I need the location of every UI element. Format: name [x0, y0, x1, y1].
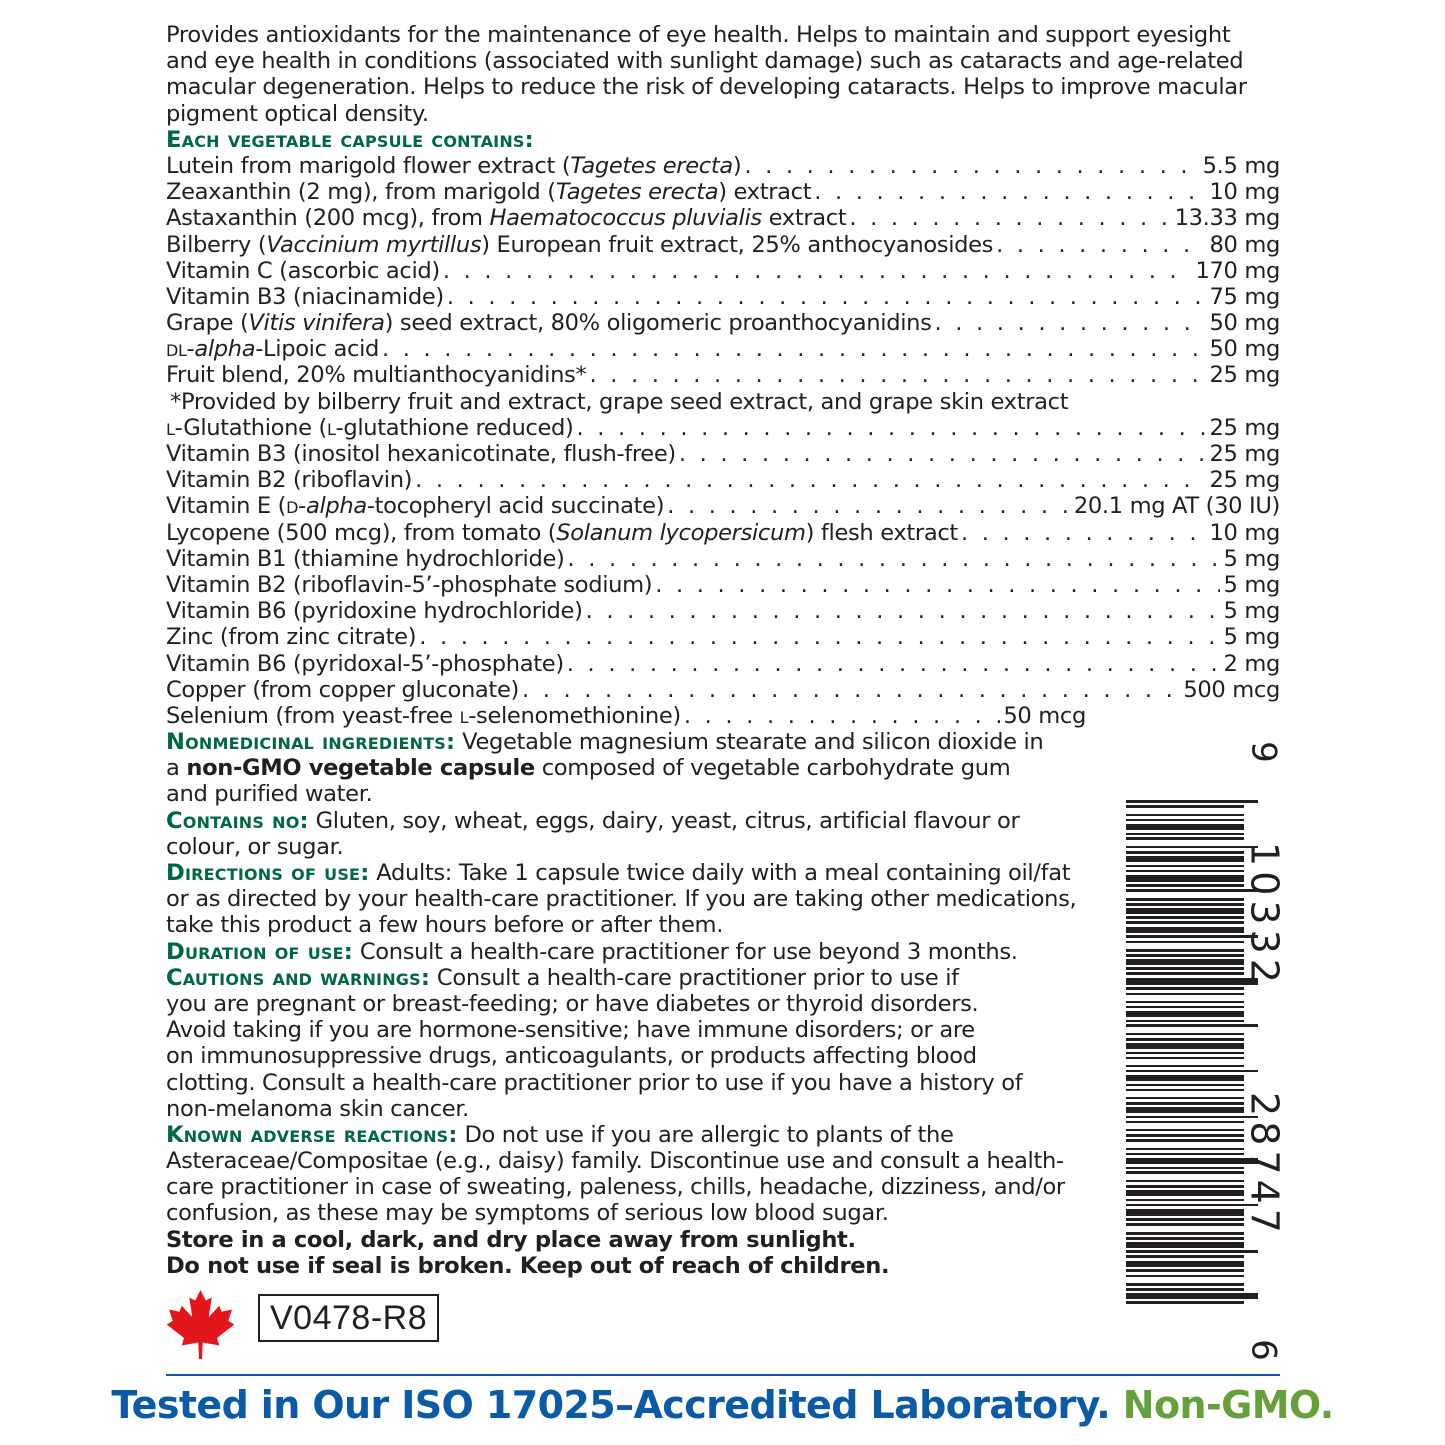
barcode-bar — [1126, 903, 1244, 906]
ingredient-row-glutathione — [166, 415, 1280, 441]
directions-section — [166, 860, 1086, 939]
ingredient-row-lycopene — [166, 520, 1280, 546]
ingredient-latin: Haematococcus pluvialis — [489, 205, 762, 232]
barcode-bar — [1126, 1301, 1244, 1304]
barcode-bar — [1126, 1065, 1244, 1067]
ingredient-name — [166, 179, 811, 205]
nonmedicinal-emphasis: non-GMO vegetable capsule — [186, 755, 535, 782]
barcode-bar — [1126, 1134, 1244, 1137]
ingredient-name: Vitamin C (ascorbic acid) — [166, 257, 440, 284]
ingredient-amount: 500 mcg — [1183, 676, 1280, 703]
ingredient-row-vitamin-b3-inositol — [166, 441, 1280, 467]
barcode-bar — [1126, 1293, 1258, 1299]
contains-no-text: Gluten, soy, wheat, eggs, dairy, yeast, citrus, artificial flavour or — [308, 807, 1020, 834]
ingredient-prefix: l — [459, 702, 469, 729]
barcode-bar — [1126, 1269, 1244, 1272]
ingredient-amount: 10 mg — [1209, 519, 1280, 546]
barcode-bar — [1126, 1057, 1244, 1059]
directions-text: take this product a few hours before or after them. — [166, 912, 724, 939]
barcode-bar — [1126, 908, 1244, 914]
leader-dots — [849, 205, 1171, 231]
barcode-bar — [1126, 875, 1244, 882]
ingredient-name: Copper (from copper gluconate) — [166, 676, 519, 703]
barcode-bar — [1126, 959, 1244, 965]
ingredient-amount: 25 mg — [1209, 441, 1280, 467]
nonmedicinal-heading: Nonmedicinal ingredients: — [166, 729, 456, 756]
ingredient-prefix: dl — [166, 336, 187, 363]
barcode-bar — [1126, 978, 1258, 985]
ingredient-text: Zeaxanthin (2 mg), from marigold ( — [166, 179, 556, 206]
storage-line-2: Do not use if seal is broken. Keep out of reach of children. — [166, 1252, 890, 1279]
barcode-bar — [1126, 1070, 1258, 1072]
barcode-bar — [1126, 1089, 1244, 1091]
capsule-heading: Each vegetable capsule contains: — [166, 126, 534, 153]
barcode-bar — [1126, 1204, 1258, 1206]
ingredient-row-grape — [166, 310, 1280, 336]
leader-dots — [589, 362, 1206, 388]
ingredient-amount: 25 mg — [1209, 414, 1280, 441]
ingredient-row-lipoic-acid — [166, 336, 1280, 362]
barcode-bar — [1126, 954, 1244, 957]
ingredient-name: Vitamin B6 (pyridoxal-5’-phosphate) — [166, 650, 564, 677]
ingredient-name — [166, 310, 932, 336]
barcode-bar — [1126, 846, 1258, 848]
barcode-bar — [1126, 1001, 1244, 1003]
barcode-bar — [1126, 1033, 1244, 1035]
barcode-bar — [1126, 1250, 1258, 1253]
ingredient-amount: 170 mg — [1195, 257, 1280, 284]
ingredient-row-vitamin-e — [166, 493, 1280, 519]
barcode-bar — [1126, 1102, 1244, 1105]
ingredient-name — [166, 205, 846, 231]
ingredient-latin: Tagetes erecta — [570, 152, 733, 179]
barcode-bar — [1126, 1024, 1258, 1027]
ingredient-name — [166, 493, 664, 519]
barcode-bar — [1126, 949, 1244, 952]
directions-adults: Adults: — [369, 860, 453, 886]
duration-section — [166, 939, 1086, 965]
contains-no-heading: Contains no: — [166, 807, 309, 834]
ingredient-latin: alpha — [194, 336, 256, 363]
ingredient-row-vitamin-b6-hcl — [166, 598, 1280, 624]
leader-dots — [577, 415, 1207, 441]
nonmedicinal-text: Vegetable magnesium stearate and silicon dioxide in — [455, 729, 1044, 756]
ingredient-row-vitamin-c — [166, 258, 1280, 284]
barcode-bar — [1126, 1129, 1244, 1131]
barcode-check-digit: 9 — [1243, 741, 1284, 763]
leader-dots — [419, 624, 1220, 650]
ingredient-amount: 50 mg — [1209, 310, 1280, 337]
ingredient-name: Vitamin B2 (riboflavin-5’-phosphate sodium) — [166, 571, 653, 598]
ingredient-row-vitamin-b1 — [166, 546, 1280, 572]
barcode-bar — [1126, 800, 1258, 803]
ingredient-row-vitamin-b6-p5p — [166, 651, 1280, 677]
ingredient-amount: 5 mg — [1223, 545, 1280, 572]
ingredient-amount: 2 mg — [1223, 650, 1280, 677]
ingredient-row-fruit-blend — [166, 362, 1280, 388]
cautions-text: you are pregnant or breast-feeding; or have diabetes or thyroid disorders. — [166, 990, 979, 1017]
barcode-bar — [1126, 972, 1244, 975]
nonmedicinal-text: a — [166, 755, 187, 782]
barcode-bar — [1126, 1153, 1244, 1155]
barcode-bar — [1126, 1038, 1244, 1041]
ingredient-text: ) extract — [718, 179, 812, 206]
ingredient-name: Vitamin B3 (inositol hexanicotinate, flush-free) — [166, 441, 676, 467]
barcode-bar — [1126, 1020, 1244, 1022]
cautions-heading: Cautions and warnings: — [166, 964, 431, 991]
ingredient-row-selenium — [166, 703, 1086, 729]
ingredient-text: Grape ( — [166, 310, 249, 337]
ingredient-latin: Tagetes erecta — [555, 179, 719, 206]
ingredient-latin: Solanum lycopersicum — [556, 519, 806, 546]
barcode-bar — [1126, 1116, 1258, 1118]
barcode-bar — [1126, 1242, 1244, 1248]
ingredient-amount: 10 mg — [1209, 179, 1280, 206]
duration-heading: Duration of use: — [166, 938, 354, 965]
ingredient-text: Selenium (from yeast-free — [166, 702, 460, 729]
ingredient-text: -tocopheryl acid succinate) — [366, 493, 665, 520]
barcode-first-digit: 6 — [1243, 1339, 1284, 1361]
barcode-bar — [1126, 1185, 1244, 1188]
ingredient-amount: 50 mcg — [1003, 702, 1086, 729]
barcode-bar — [1126, 1190, 1244, 1196]
directions-text: or as directed by your health-care practitioner. If you are taking other medications, — [166, 886, 1077, 913]
ingredient-name: Fruit blend, 20% multianthocyanidins* — [166, 362, 587, 389]
contains-no-text: colour, or sugar. — [166, 833, 344, 860]
ingredient-text: extract — [761, 205, 847, 232]
barcode-bar — [1126, 1006, 1244, 1008]
barcode-bar — [1126, 1148, 1244, 1150]
barcode-bar — [1126, 916, 1244, 919]
ingredient-row-copper — [166, 677, 1280, 703]
ingredient-text: ) seed extract, 80% oligomeric proanthocyanidins — [384, 310, 932, 337]
barcode-bar — [1126, 1084, 1244, 1086]
leader-dots — [996, 232, 1206, 258]
ingredient-row-zinc — [166, 624, 1280, 650]
barcode-bar — [1126, 1180, 1244, 1182]
footer-non-gmo: Non-GMO. — [1122, 1383, 1334, 1427]
contains-no-section — [166, 808, 1086, 860]
ingredient-text: -selenomethionine) — [468, 702, 681, 729]
ingredient-prefix: d — [286, 493, 299, 520]
ingredient-row-vitamin-b2-riboflavin — [166, 467, 1280, 493]
leader-dots — [961, 520, 1207, 546]
barcode-bars — [1126, 800, 1258, 1304]
barcode-bar — [1126, 1199, 1244, 1201]
barcode-bar — [1126, 824, 1244, 830]
license-code: V0478-R8 — [258, 1294, 439, 1342]
ingredient-name: Vitamin B6 (pyridoxine hydrochloride) — [166, 598, 583, 625]
barcode-bar — [1126, 1232, 1244, 1235]
ingredient-name: Vitamin B3 (niacinamide) — [166, 283, 444, 310]
ingredient-amount: 5 mg — [1223, 571, 1280, 598]
barcode-bar — [1126, 805, 1244, 808]
ingredient-amount: 25 mg — [1209, 362, 1280, 389]
leader-dots — [443, 258, 1193, 284]
adverse-text: care practitioner in case of sweating, paleness, chills, headache, dizziness, and/or — [166, 1174, 1065, 1201]
fruit-blend-footnote: *Provided by bilberry fruit and extract, grape seed extract, and grape skin extract — [170, 388, 1069, 415]
ingredient-text: -Lipoic acid — [255, 336, 380, 363]
footer-banner — [0, 1383, 1445, 1427]
barcode-bar — [1126, 1011, 1244, 1017]
adverse-text: confusion, as these may be symptoms of serious low blood sugar. — [166, 1200, 889, 1227]
cautions-text: clotting. Consult a health-care practitioner prior to use if you have a history of — [166, 1069, 1023, 1096]
ingredient-text: -Glutathione ( — [174, 414, 327, 441]
ingredient-amount: 5.5 mg — [1202, 152, 1280, 179]
directions-heading: Directions of use: — [166, 860, 370, 886]
leader-dots — [382, 336, 1206, 362]
storage-line-1: Store in a cool, dark, and dry place away from sunlight. — [166, 1226, 856, 1253]
leader-dots — [655, 572, 1220, 598]
barcode-bar — [1126, 898, 1244, 901]
ingredient-row-astaxanthin — [166, 205, 1280, 231]
intro-line-2: and eye health in conditions (associated with sunlight damage) such as cataracts and age-related — [166, 48, 1244, 75]
barcode-bar — [1126, 1043, 1244, 1049]
barcode-bar — [1126, 993, 1244, 995]
cautions-text: on immunosuppressive drugs, anticoagulants, or products affecting blood — [166, 1043, 977, 1070]
ingredient-text: - — [186, 336, 195, 363]
upc-barcode — [1122, 730, 1290, 1370]
ingredient-name — [166, 232, 993, 258]
leader-dots — [744, 153, 1199, 179]
barcode-bar — [1126, 851, 1244, 854]
ingredient-text: -glutathione reduced) — [335, 414, 574, 441]
barcode-group-2: 10332 — [1242, 842, 1287, 988]
ingredient-row-lutein — [166, 153, 1280, 179]
barcode-bar — [1126, 1288, 1244, 1291]
barcode-bar — [1126, 870, 1244, 872]
leader-dots — [679, 441, 1207, 467]
barcode-bar — [1126, 1139, 1244, 1142]
leader-dots — [447, 284, 1207, 310]
ingredient-name — [166, 336, 379, 362]
ingredient-latin: alpha — [305, 493, 367, 520]
ingredient-prefix: l — [326, 414, 336, 441]
ingredient-row-vitamin-b3-niacinamide — [166, 284, 1280, 310]
duration-text: Consult a health-care practitioner for use beyond 3 months. — [353, 938, 1018, 965]
product-label — [166, 22, 1280, 1279]
barcode-bar — [1126, 1121, 1244, 1123]
ingredient-text: Lycopene (500 mcg), from tomato ( — [166, 519, 557, 546]
directions-text: Take 1 capsule twice daily with a meal containing oil/fat — [452, 860, 1071, 886]
barcode-bar — [1126, 921, 1244, 924]
barcode-bar — [1126, 1255, 1244, 1258]
ingredient-text: Bilberry ( — [166, 231, 267, 258]
barcode-bar — [1126, 1218, 1244, 1221]
barcode-bar — [1126, 1237, 1244, 1240]
barcode-bar — [1126, 889, 1258, 892]
barcode-bar — [1126, 1209, 1244, 1216]
ingredient-amount: 75 mg — [1209, 283, 1280, 310]
barcode-bar — [1126, 927, 1244, 933]
ingredient-text: Vitamin E ( — [166, 493, 287, 520]
ingredient-amount: 50 mg — [1209, 336, 1280, 363]
ingredient-amount: 20.1 mg AT (30 IU) — [1073, 493, 1280, 520]
ingredient-name: Vitamin B1 (thiamine hydrochloride) — [166, 545, 565, 572]
ingredient-name: Vitamin B2 (riboflavin) — [166, 467, 413, 494]
barcode-bar — [1126, 1167, 1244, 1169]
ingredient-name — [166, 415, 574, 441]
ingredient-text: - — [298, 493, 306, 520]
footer-divider — [166, 1374, 1280, 1376]
barcode-bar — [1126, 1052, 1244, 1054]
cautions-text: Consult a health-care practitioner prior to use if — [430, 964, 959, 991]
leader-dots — [935, 310, 1207, 336]
nonmedicinal-section — [166, 729, 1086, 808]
intro-line-3: macular degeneration. Helps to reduce the risk of developing cataracts. Helps to improve macular — [166, 74, 1247, 101]
maple-leaf-icon — [163, 1287, 238, 1362]
barcode-bar — [1126, 967, 1244, 970]
leader-dots — [522, 677, 1180, 703]
ingredient-name — [166, 703, 681, 729]
intro-line-1: Provides antioxidants for the maintenance of eye health. Helps to maintain and support eyesight — [166, 22, 1231, 48]
ingredient-row-vitamin-b2-phosphate — [166, 572, 1280, 598]
ingredient-text: Lutein from marigold flower extract ( — [166, 152, 571, 179]
adverse-text: Asteraceae/Compositae (e.g., daisy) family. Discontinue use and consult a health- — [166, 1148, 1064, 1175]
cautions-text: Avoid taking if you are hormone-sensitive; have immune disorders; or are — [166, 1017, 975, 1044]
ingredient-name — [166, 153, 741, 179]
nonmedicinal-text: composed of vegetable carbohydrate gum — [534, 755, 1011, 782]
barcode-bar — [1126, 856, 1244, 862]
ingredient-text: ) — [732, 152, 742, 179]
cautions-section — [166, 965, 1086, 1122]
ingredient-amount: 5 mg — [1223, 598, 1280, 625]
ingredient-text: ) European fruit extract, 25% anthocyanosides — [481, 231, 994, 258]
adverse-heading: Known adverse reactions: — [166, 1121, 458, 1148]
ingredient-amount: 80 mg — [1209, 231, 1280, 258]
barcode-bar — [1126, 1283, 1244, 1286]
ingredient-name: Zinc (from zinc citrate) — [166, 624, 417, 651]
barcode-bar — [1126, 819, 1244, 821]
barcode-bar — [1126, 1075, 1244, 1081]
adverse-section — [166, 1122, 1086, 1227]
ingredient-latin: Vitis vinifera — [248, 310, 385, 337]
barcode-bar — [1126, 1171, 1244, 1174]
adverse-text: Do not use if you are allergic to plants of the — [457, 1121, 954, 1148]
ingredient-row-zeaxanthin — [166, 179, 1280, 205]
nonmedicinal-text: and purified water. — [166, 781, 373, 808]
barcode-bar — [1126, 814, 1244, 816]
leader-dots — [667, 493, 1071, 519]
leader-dots — [684, 703, 1001, 729]
barcode-bar — [1126, 941, 1244, 943]
barcode-bar — [1126, 837, 1244, 840]
barcode-bar — [1126, 1275, 1244, 1277]
cautions-text: non-melanoma skin cancer. — [166, 1095, 470, 1122]
ingredient-name — [166, 520, 958, 546]
leader-dots — [814, 179, 1206, 205]
barcode-bar — [1126, 1261, 1244, 1267]
leader-dots — [586, 598, 1221, 624]
leader-dots — [567, 546, 1220, 572]
barcode-bar — [1126, 1097, 1244, 1099]
barcode-group-1: 28747 — [1242, 1092, 1287, 1238]
barcode-bar — [1126, 865, 1244, 867]
leader-dots — [415, 467, 1206, 493]
barcode-bar — [1126, 1107, 1244, 1113]
barcode-bar — [1126, 935, 1258, 938]
ingredient-amount: 25 mg — [1209, 467, 1280, 494]
ingredient-prefix: l — [166, 414, 175, 441]
barcode-bar — [1126, 833, 1244, 835]
ingredient-text: ) flesh extract — [805, 519, 958, 546]
ingredient-latin: Vaccinium myrtillus — [266, 231, 482, 258]
barcode-bar — [1126, 1158, 1258, 1164]
barcode-bar — [1126, 987, 1244, 990]
ingredient-amount: 5 mg — [1223, 624, 1280, 651]
ingredient-amount: 13.33 mg — [1174, 205, 1280, 232]
ingredient-row-bilberry — [166, 232, 1280, 258]
ingredient-text: Astaxanthin (200 mcg), from — [166, 205, 490, 232]
barcode-bar — [1126, 1223, 1244, 1226]
intro-line-4: pigment optical density. — [166, 100, 429, 127]
leader-dots — [567, 651, 1221, 677]
footer-lab-claim: Tested in Our ISO 17025–Accredited Laboratory. — [111, 1383, 1111, 1427]
barcode-bar — [1126, 884, 1244, 887]
